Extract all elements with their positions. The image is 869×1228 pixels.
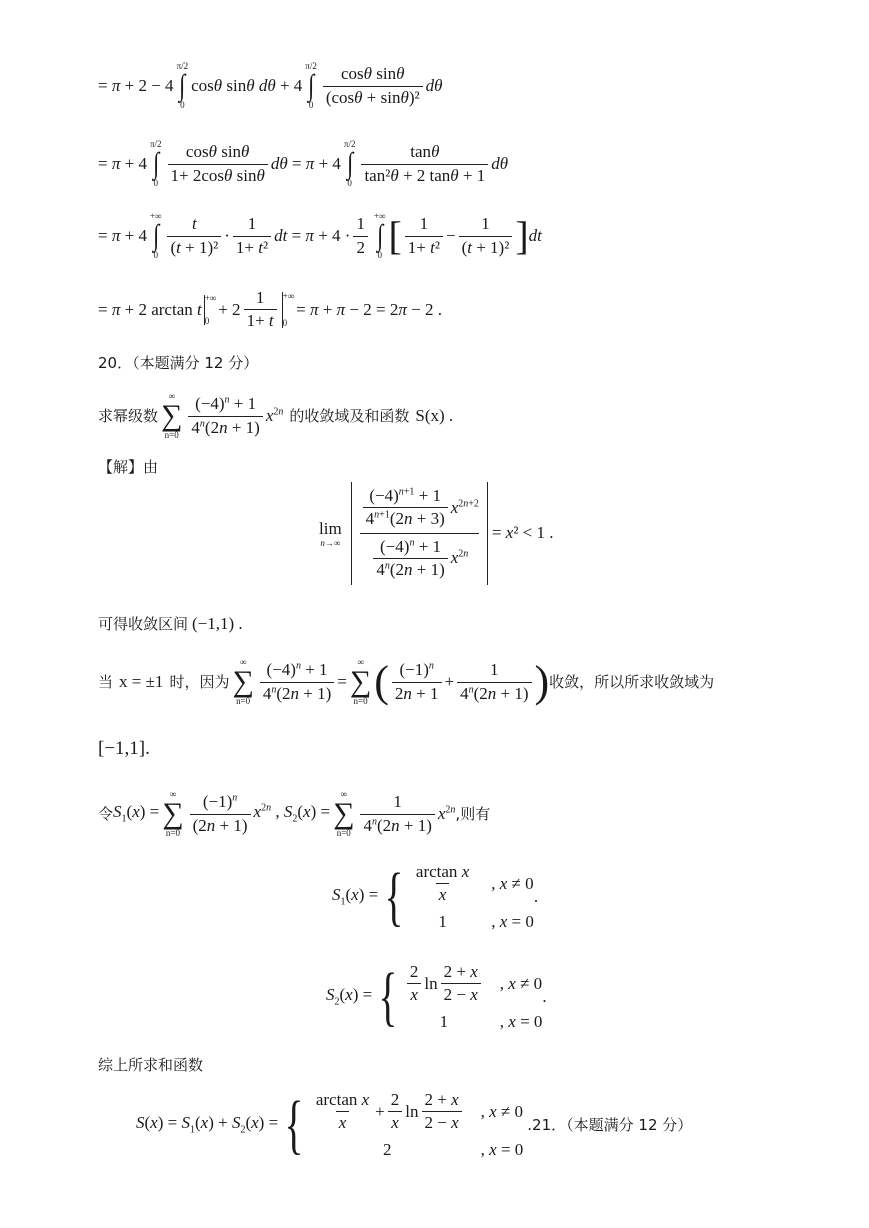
derivation-line-1: = π + 2 − 4 π/2 ∫ 0 cosθ sinθ dθ + 4 π/2 ∫ 0 $\frac{\text{cosθ sinθ}}{\text{(cosθ + sinθ)²}}$ dθ <box>98 61 443 110</box>
endpoint-check: 当 x = ±1 时，因为 ∞ ∑ n=0 $\frac{(-4)^n + 1}{4^n(2n + 1)}$ = ∞ ∑ n=0 ( $\frac{(-1)^n}{2n + 1}$ + $\frac{1}{4^n(2n + 1)}$ ) 收敛，所以所求收敛域为 <box>98 657 715 706</box>
prompt-pre: 求幂级数 <box>98 407 159 425</box>
let-label: 令 <box>98 805 114 823</box>
final-sum-function: $S(x) = S_1(x) + S_2(x)$ = { $\frac{\text{arctan x}}{x}$ + $\frac{2}{x}$ ln $\frac{2 + x}{2 - x}$ , x ≠ 0 2 , x = 0 .21．（本题满分 12 分） <box>136 1088 693 1162</box>
convergent-text: 收敛，所以所求收敛域为 <box>549 673 715 691</box>
interval-text: 可得收敛区间 <box>98 615 189 634</box>
prompt-post: 的收敛域及和函数 <box>289 407 410 425</box>
derivation-line-3: = π + 4 +∞ ∫ 0 $\frac{t}{\text{(t + 1)²}}$ · $\frac{1}{\text{1+ t²}}$ dt = π + 4 · $\frac{1}{2}$ +∞ ∫ 0 [ $\frac{1}{\text{1+ t²}}$ − $\frac{1}{\text{(t + 1)²}}$ ] dt <box>98 211 542 260</box>
solution-label: 【解】由 <box>98 458 159 476</box>
question-20-prompt: 求幂级数 ∞ ∑ n=0 $\frac{(-4)^n + 1}{4^n(2n + 1)}$ $x^{2n}$ 的收敛域及和函数 S(x) . <box>98 391 454 440</box>
when-label-2: 时，因为 <box>169 673 230 691</box>
derivation-line-2: = π + 4 π/2 ∫ 0 $\frac{\text{cosθ sinθ}}{\text{1+ 2cosθ sinθ}}$ dθ = π + 4 π/2 ∫ 0 $\frac{\tan\theta}{\text{tan²θ + 2 tanθ + 1}}$ dθ <box>98 139 509 188</box>
ratio-test-limit: lim n→∞ $\frac{(-4)^{n+1} + 1}{4^{n+1}(2n + 3)}$ $x^{2n+2}$ $\frac{(-4)^n + 1}{4^n(2n + 1)}$ $x^{2n}$ = x² < 1 . <box>316 482 554 585</box>
define-s1-s2: 令 $S_1(x)$ = ∞ ∑ n=0 $\frac{(-1)^n}{(2n + 1)}$ $x^{2n}$ , $S_2(x)$ = ∞ ∑ n=0 $\frac{1}{4^n(2n + 1)}$ $x^{2n}$ ,则有 <box>98 789 491 838</box>
when-label: 当 <box>98 673 114 691</box>
s1-piecewise: $S_1(x)$ = { $\frac{\text{arctan x}}{x}$ , x ≠ 0 1 , x = 0 . <box>332 860 539 934</box>
interval-value: (−1,1) . <box>192 614 243 633</box>
question-20-header: 20．（本题满分 12 分） <box>98 354 259 372</box>
x-pm-one: x = ±1 <box>119 671 164 691</box>
next-question-header: .21．（本题满分 12 分） <box>527 1116 693 1135</box>
then-label: ,则有 <box>455 805 491 823</box>
derivation-line-4: = π + 2 arctan t +∞ 0 + 2 $\frac{1}{1+ t}$ +∞ 0 = π + π − 2 = 2π − 2 . <box>98 288 442 331</box>
summary-text: 综上所求和函数 <box>98 1056 204 1074</box>
prompt-sx: S(x) . <box>415 405 454 425</box>
s2-piecewise: $S_2(x)$ = { $\frac{2}{x}$ ln $\frac{2 + x}{2 - x}$ , x ≠ 0 1 , x = 0 . <box>326 960 547 1034</box>
convergence-domain: [−1,1]. <box>98 738 150 759</box>
convergence-interval <box>98 614 243 634</box>
